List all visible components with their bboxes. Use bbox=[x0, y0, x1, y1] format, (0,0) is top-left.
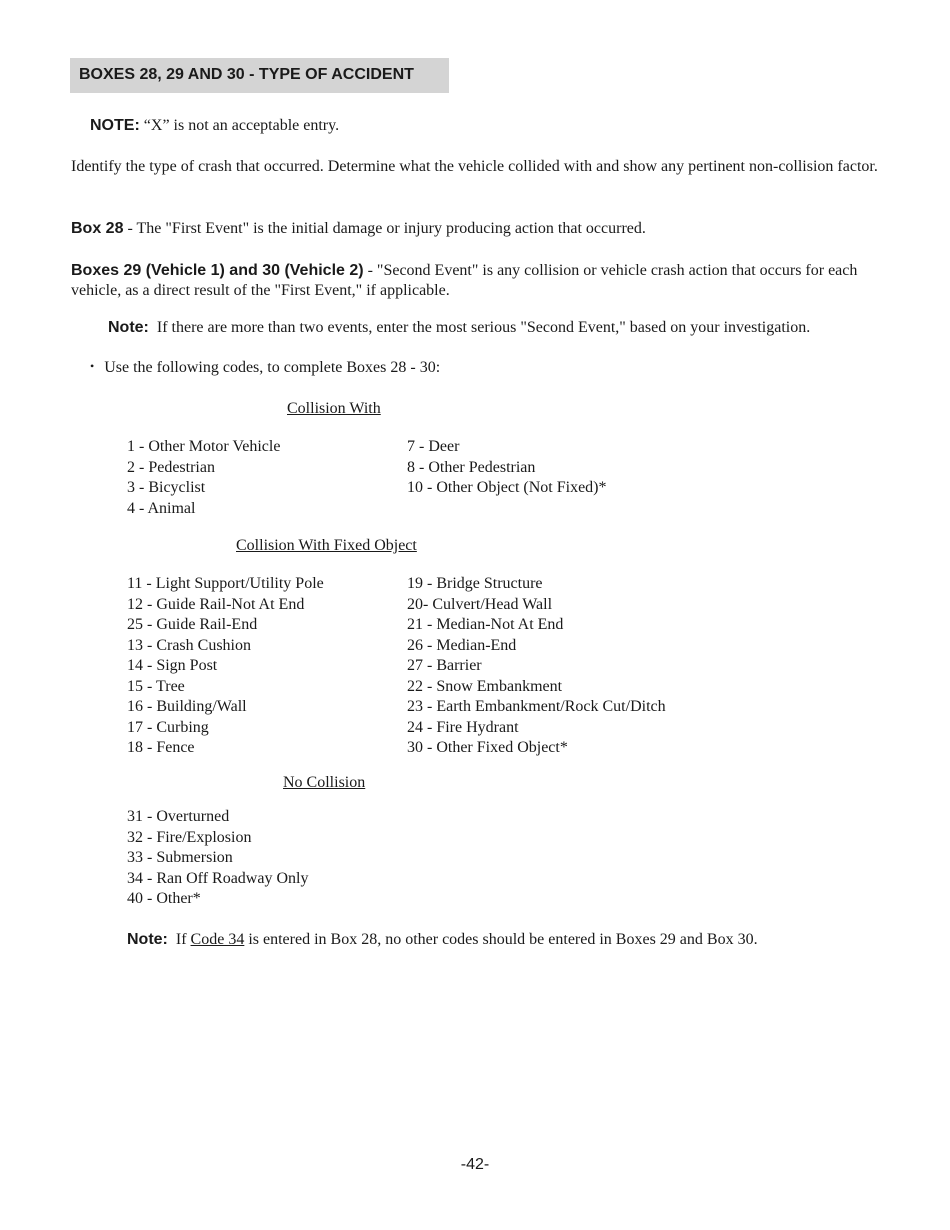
code-item: 2 - Pedestrian bbox=[127, 458, 215, 476]
bullet-text: Use the following codes, to complete Boxes 28 - 30: bbox=[104, 359, 441, 376]
code-item: 26 - Median-End bbox=[407, 636, 517, 654]
bullet-icon: • bbox=[90, 359, 95, 373]
code-item: 33 - Submersion bbox=[127, 849, 233, 866]
code-item: 7 - Deer bbox=[407, 438, 460, 455]
note-code-34 bbox=[127, 931, 758, 949]
fixed-object-left-list bbox=[127, 574, 324, 759]
box-28-description bbox=[71, 219, 646, 239]
note-text-post: is entered in Box 28, no other codes should be entered in Boxes 29 and Box 30. bbox=[244, 931, 758, 948]
code-34-reference: Code 34 bbox=[190, 931, 245, 948]
code-item: 20- Culvert/Head Wall bbox=[407, 595, 553, 613]
section-header bbox=[70, 58, 449, 93]
boxes-29-30-description bbox=[71, 261, 891, 301]
code-item: 40 - Other* bbox=[127, 890, 201, 907]
code-item: 15 - Tree bbox=[127, 677, 185, 695]
section-title: BOXES 28, 29 AND 30 - TYPE OF ACCIDENT bbox=[79, 66, 414, 83]
box-28-label: Box 28 bbox=[71, 220, 124, 237]
code-item: 12 - Guide Rail-Not At End bbox=[127, 595, 305, 613]
boxes-29-30-text: - "Second Event" is any collision or vehicle crash action that occurs for each vehicle, as a direct result of the "First Event," if applicable. bbox=[71, 262, 858, 299]
code-item: 18 - Fence bbox=[127, 739, 195, 756]
code-item: 23 - Earth Embankment/Rock Cut/Ditch bbox=[407, 698, 666, 715]
code-item: 24 - Fire Hydrant bbox=[407, 718, 519, 736]
code-item: 22 - Snow Embankment bbox=[407, 677, 563, 695]
code-item: 14 - Sign Post bbox=[127, 657, 218, 674]
code-item: 8 - Other Pedestrian bbox=[407, 458, 536, 476]
collision-with-right-list bbox=[407, 437, 607, 499]
note-label: Note: bbox=[108, 319, 149, 336]
bullet-instruction bbox=[90, 359, 440, 377]
code-item: 21 - Median-Not At End bbox=[407, 616, 564, 633]
code-item: 27 - Barrier bbox=[407, 657, 482, 674]
code-item: 13 - Crash Cushion bbox=[127, 636, 251, 654]
code-item: 3 - Bicyclist bbox=[127, 479, 206, 496]
note-label: Note: bbox=[127, 931, 168, 948]
code-item: 19 - Bridge Structure bbox=[407, 575, 543, 592]
note-text: If there are more than two events, enter the most serious "Second Event," based on your investigation. bbox=[156, 319, 811, 336]
code-item: 30 - Other Fixed Object* bbox=[407, 739, 568, 756]
collision-with-left-list bbox=[127, 437, 280, 519]
code-item: 10 - Other Object (Not Fixed)* bbox=[407, 479, 607, 496]
note-label: NOTE: bbox=[90, 117, 140, 134]
code-item: 32 - Fire/Explosion bbox=[127, 828, 252, 846]
note-not-acceptable bbox=[90, 117, 339, 135]
code-item: 25 - Guide Rail-End bbox=[127, 616, 258, 633]
box-28-text: - The "First Event" is the initial damage or injury producing action that occurred. bbox=[123, 220, 646, 237]
fixed-object-right-list bbox=[407, 574, 666, 759]
code-item: 4 - Animal bbox=[127, 499, 196, 517]
code-item: 34 - Ran Off Roadway Only bbox=[127, 869, 309, 887]
note-text: “X” is not an acceptable entry. bbox=[143, 117, 340, 134]
boxes-29-30-label: Boxes 29 (Vehicle 1) and 30 (Vehicle 2) bbox=[71, 262, 364, 279]
code-item: 16 - Building/Wall bbox=[127, 698, 247, 715]
page-number: -42- bbox=[460, 1156, 490, 1173]
code-item: 1 - Other Motor Vehicle bbox=[127, 438, 281, 455]
note-second-event bbox=[108, 319, 810, 337]
collision-with-heading: Collision With bbox=[287, 400, 381, 417]
code-item: 31 - Overturned bbox=[127, 808, 230, 825]
no-collision-heading: No Collision bbox=[283, 774, 366, 791]
code-item: 11 - Light Support/Utility Pole bbox=[127, 575, 324, 592]
fixed-object-heading: Collision With Fixed Object bbox=[236, 537, 417, 554]
note-text-pre: If bbox=[175, 931, 191, 948]
code-item: 17 - Curbing bbox=[127, 718, 209, 736]
no-collision-list bbox=[127, 807, 308, 910]
intro-paragraph: Identify the type of crash that occurred. Determine what the vehicle collided with and show any pertinent non-collision factor. bbox=[71, 158, 878, 175]
